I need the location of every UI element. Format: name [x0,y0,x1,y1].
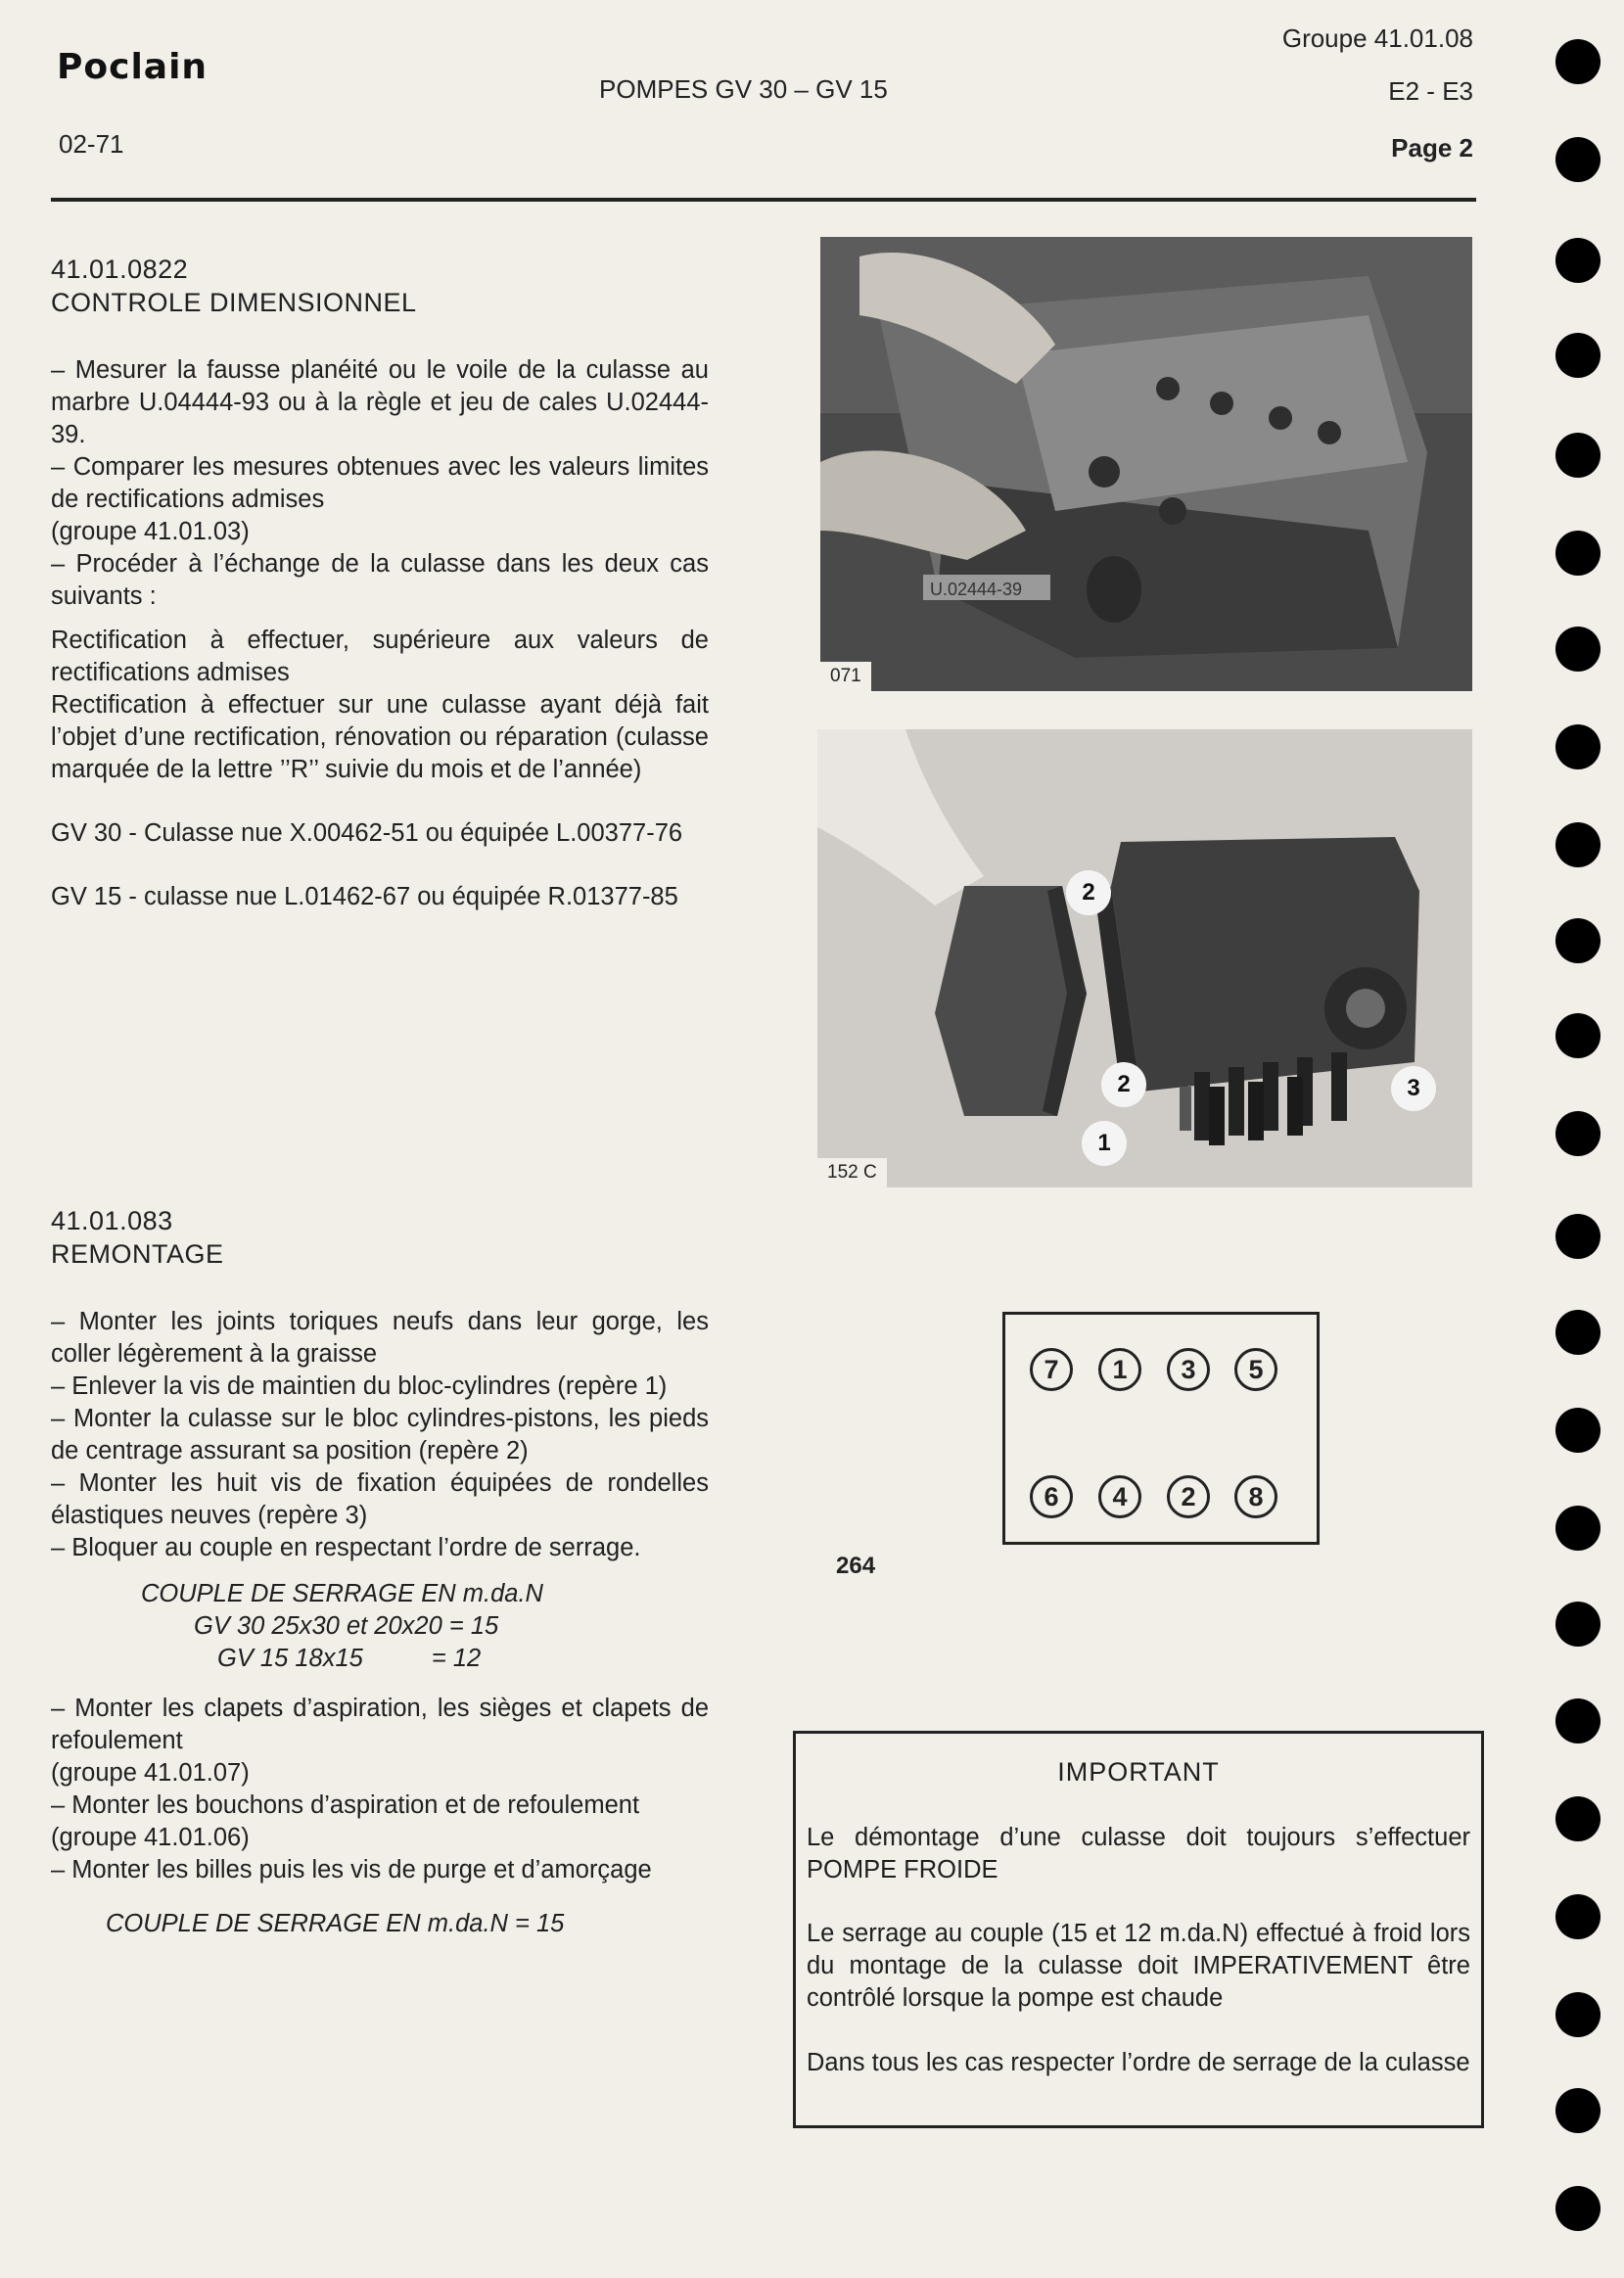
binder-hole [1555,2186,1601,2231]
part-number-gv30: GV 30 - Culasse nue X.00462-51 ou équipée L.00377-76 [51,819,683,847]
paragraph: – Procéder à l’échange de la culasse dans les deux cas suivants : [51,550,709,610]
important-text: Le serrage au couple (15 et 12 m.da.N) effectué à froid lors du montage de la culasse doit IMPERATIVEMENT être contrôlé lorsque la pompe est chaude [807,1920,1470,2012]
step: – Monter les bouchons d’aspiration et de refoulement [51,1791,640,1819]
torque-gv15 [51,1643,709,1675]
callout-2-top: 2 [1066,870,1111,915]
binder-hole [1555,1602,1601,1647]
binder-hole [1555,137,1601,182]
brand-logo: Poclain [57,47,209,87]
photo-measurement-image [820,237,1472,691]
photo-assembly-image [817,729,1472,1187]
binder-hole [1555,1894,1601,1939]
binder-hole [1555,39,1601,84]
paragraph: (groupe 41.01.03) [51,518,250,545]
binder-hole [1555,1408,1601,1453]
bolt-order-number: 4 [1098,1475,1141,1518]
page-number: Page 2 [1391,133,1473,163]
bolt-order-number: 5 [1234,1348,1277,1391]
step: – Monter les billes puis les vis de purge et d’amorçage [51,1856,652,1883]
important-text: Dans tous les cas respecter l’ordre de serrage de la culasse [807,2049,1470,2076]
section-number: 41.01.0822 [51,255,189,284]
date-code: 02-71 [59,129,124,159]
group-number: Groupe 41.01.08 [1281,23,1473,53]
binder-hole [1555,1310,1601,1355]
step: – Monter les joints toriques neufs dans leur gorge, les coller légèrement à la graisse [51,1308,709,1368]
step: – Enlever la vis de maintien du bloc-cylindres (repère 1) [51,1372,668,1400]
header-rule [51,198,1476,202]
callout-3: 3 [1391,1066,1436,1111]
binder-hole [1555,333,1601,378]
important-text: Le démontage d’une culasse doit toujours s’effectuer POMPE FROIDE [807,1824,1470,1883]
torque-gv15-value: = 12 [431,1645,482,1672]
bolt-order-number: 8 [1234,1475,1277,1518]
binder-hole [1555,627,1601,672]
page-title: POMPES GV 30 – GV 15 [599,74,888,104]
section-title: CONTROLE DIMENSIONNEL [51,288,417,317]
binder-hole [1555,433,1601,478]
section-controle [51,253,709,913]
step: – Monter la culasse sur le bloc cylindres-pistons, les pieds de centrage assurant sa position (repère 2) [51,1405,709,1464]
bolt-order-number: 6 [1030,1475,1073,1518]
binder-hole [1555,1214,1601,1259]
paragraph: Rectification à effectuer, supérieure aux valeurs de rectifications admises [51,627,709,686]
binder-hole [1555,724,1601,769]
binder-hole [1555,2088,1601,2133]
callout-1: 1 [1082,1121,1127,1166]
callout-2-bottom: 2 [1101,1062,1146,1107]
binder-hole [1555,918,1601,963]
paragraph: – Mesurer la fausse planéité ou le voile de la culasse au marbre U.04444-93 ou à la règle et jeu de cales U.02444-39. [51,356,709,448]
bolt-order-number: 2 [1167,1475,1210,1518]
paragraph: Rectification à effectuer sur une culasse ayant déjà fait l’objet d’une rectification, rénovation ou réparation (culasse marquée de la lettre ’’R’’ suivie du mois et de l’année) [51,691,709,783]
binder-hole [1555,1111,1601,1156]
binder-hole [1555,1013,1601,1058]
torque-gv15-label: GV 15 18x15 [217,1645,363,1672]
binder-hole [1555,1992,1601,2037]
torque-title: COUPLE DE SERRAGE EN m.da.N [141,1580,543,1607]
torque-gv30: GV 30 25x30 et 20x20 = 15 [194,1612,499,1640]
binder-hole [1555,822,1601,867]
part-number-gv15: GV 15 - culasse nue L.01462-67 ou équipée R.01377-85 [51,883,678,910]
binder-holes [1526,0,1624,2278]
step: – Bloquer au couple en respectant l’ordre de serrage. [51,1534,641,1561]
section-number: 41.01.083 [51,1206,173,1235]
bolt-order-number: 3 [1167,1348,1210,1391]
binder-hole [1555,1698,1601,1743]
photo-caption: 152 C [817,1158,887,1187]
important-notice [793,1731,1484,2128]
step: (groupe 41.01.07) [51,1759,250,1787]
step: – Monter les huit vis de fixation équipées de rondelles élastiques neuves (repère 3) [51,1469,709,1529]
photo-measurement [820,237,1472,691]
step: – Monter les clapets d’aspiration, les sièges et clapets de refoulement [51,1695,709,1754]
tool-label: U.02444-39 [930,580,1023,599]
edition: E2 - E3 [1388,76,1473,106]
step: (groupe 41.01.06) [51,1824,250,1851]
bolt-order-number: 7 [1030,1348,1073,1391]
photo-assembly [817,729,1472,1187]
binder-hole [1555,531,1601,576]
paragraph: – Comparer les mesures obtenues avec les valeurs limites de rectifications admises [51,453,709,513]
binder-hole [1555,1506,1601,1551]
binder-hole [1555,238,1601,283]
section-remontage [51,1204,709,1940]
bolt-order-number: 1 [1098,1348,1141,1391]
section-title: REMONTAGE [51,1239,224,1269]
tightening-order-diagram [1002,1312,1320,1545]
binder-hole [1555,1796,1601,1841]
photo-caption: 071 [820,662,871,691]
diagram-caption: 264 [836,1553,876,1579]
important-title: IMPORTANT [1057,1757,1220,1787]
torque-final: COUPLE DE SERRAGE EN m.da.N = 15 [106,1910,565,1937]
